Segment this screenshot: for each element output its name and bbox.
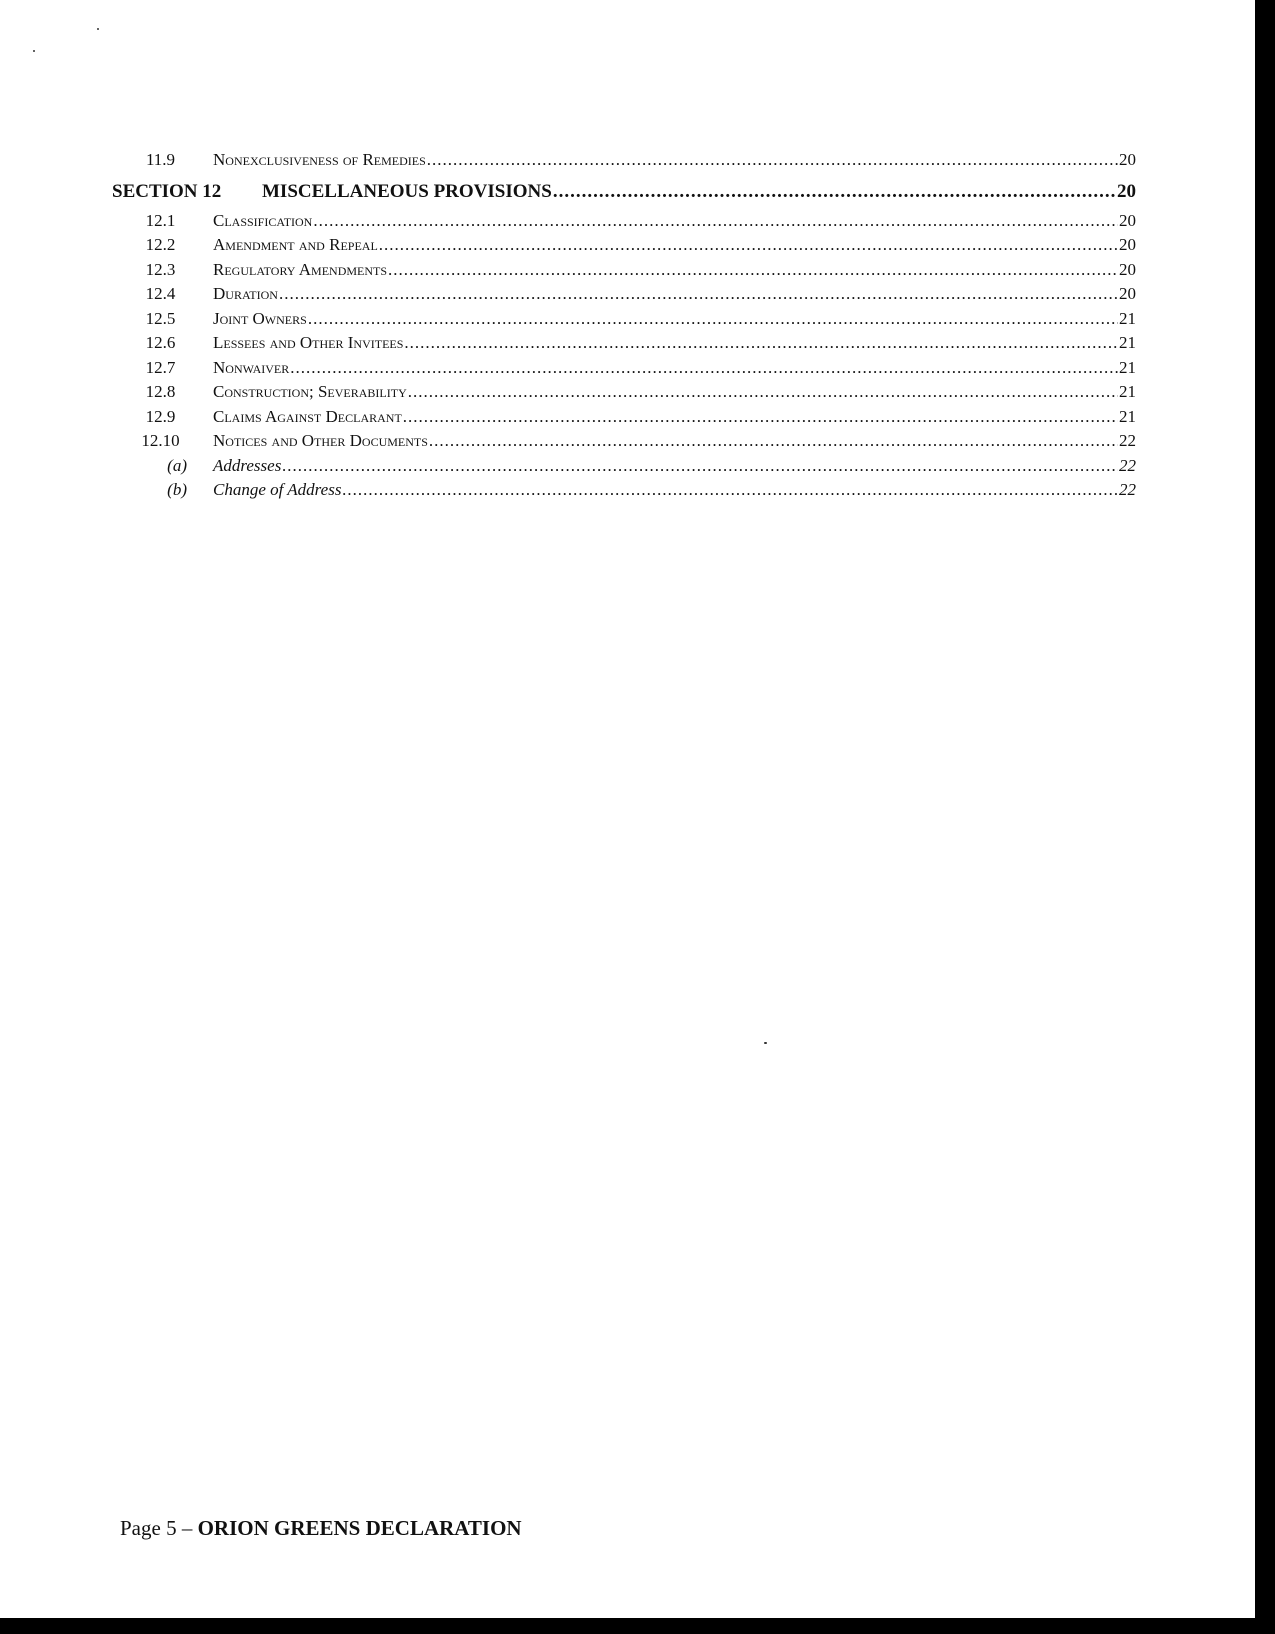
toc-entry-page: 20: [1119, 210, 1136, 230]
footer-page-label: Page 5 –: [120, 1516, 198, 1540]
toc-subentry-page: 22: [1119, 455, 1136, 475]
toc-entry[interactable]: [112, 211, 1136, 236]
dot-leader: [427, 150, 1118, 170]
dot-leader: [379, 235, 1118, 255]
dot-leader: [279, 284, 1118, 304]
toc-entry-number: 12.9: [145, 406, 176, 426]
toc-entry-title: Duration: [213, 284, 278, 303]
toc-entry-11-9[interactable]: [112, 150, 1136, 175]
toc-entry-page: 20: [1119, 259, 1136, 279]
toc-entry-title: Amendment and Repeal: [213, 235, 378, 254]
dot-leader: [290, 358, 1118, 378]
toc-entry-title: Regulatory Amendments: [213, 259, 388, 279]
section-page: 20: [1117, 180, 1136, 202]
toc-entry-number: 12.5: [145, 308, 176, 328]
toc-subentry-list: [112, 456, 1136, 505]
dot-leader: [388, 260, 1118, 280]
toc-entry[interactable]: [112, 260, 1136, 285]
toc-section-12[interactable]: [112, 175, 1136, 211]
toc-subentry[interactable]: [112, 480, 1136, 505]
toc-entry-page: 21: [1119, 406, 1136, 426]
toc-entry-number: 12.7: [145, 357, 176, 377]
toc-entry-page: 22: [1119, 431, 1136, 450]
toc-entry-page: 21: [1119, 382, 1136, 401]
dot-leader: [408, 382, 1118, 402]
scan-speck: [33, 50, 35, 52]
section-title: MISCELLANEOUS PROVISIONS: [262, 180, 552, 202]
toc-entry-page: 21: [1119, 333, 1136, 352]
page-footer: [120, 1516, 522, 1541]
toc-entry-number: 12.3: [145, 259, 176, 279]
toc-entry-number: 12.8: [145, 382, 176, 401]
toc-entry-title: Lessees and Other Invitees: [213, 333, 404, 352]
toc-entry[interactable]: [112, 431, 1136, 456]
toc-entry-number: 12.2: [145, 235, 176, 254]
toc-entry[interactable]: [112, 382, 1136, 407]
toc-entry-title: Classification: [213, 210, 313, 230]
toc-entry[interactable]: [112, 309, 1136, 334]
toc-entry-page: 21: [1119, 308, 1136, 328]
toc-subentry-title: Addresses: [213, 455, 282, 475]
toc-entry[interactable]: [112, 358, 1136, 383]
toc-entry-number: 11.9: [145, 150, 176, 169]
toc-entry[interactable]: [112, 407, 1136, 432]
toc-entry-page: 21: [1119, 357, 1136, 377]
dot-leader: [308, 309, 1118, 329]
scan-speck: [764, 1042, 767, 1044]
toc-entry[interactable]: [112, 235, 1136, 260]
toc-entry-number: 12.6: [145, 333, 176, 352]
toc-entry-title: Claims Against Declarant: [213, 406, 402, 426]
dot-leader: [342, 480, 1118, 500]
toc-entry-number: 12.4: [145, 284, 176, 303]
section-number: SECTION 12: [112, 180, 222, 202]
toc-entry-number: 12.10: [141, 431, 180, 450]
dot-leader: [313, 211, 1118, 231]
toc-entry-title: Construction; Severability: [213, 382, 407, 401]
toc-entry-number: 12.1: [145, 210, 176, 230]
toc-entry-title: Nonexclusiveness of Remedies: [213, 150, 426, 169]
footer-document-name: ORION GREENS DECLARATION: [197, 1516, 522, 1540]
toc-entry-page: 20: [1119, 235, 1136, 254]
dot-leader: [429, 431, 1118, 451]
toc-subentry-number: (b): [167, 480, 187, 499]
table-of-contents: [112, 150, 1136, 505]
toc-subentry-number: (a): [167, 455, 187, 475]
scan-speck: [97, 28, 99, 30]
toc-entry-list: [112, 211, 1136, 456]
toc-entry-title: Nonwaiver: [213, 357, 290, 377]
toc-subentry[interactable]: [112, 456, 1136, 481]
toc-entry-page: 20: [1119, 284, 1136, 303]
toc-subentry-page: 22: [1119, 480, 1136, 499]
dot-leader: [553, 181, 1116, 203]
toc-entry-title: Joint Owners: [213, 308, 307, 328]
dot-leader: [403, 407, 1118, 427]
dot-leader: [282, 456, 1118, 476]
toc-entry[interactable]: [112, 284, 1136, 309]
toc-entry-title: Notices and Other Documents: [213, 431, 428, 450]
toc-entry-page: 20: [1119, 150, 1136, 169]
dot-leader: [404, 333, 1118, 353]
toc-entry[interactable]: [112, 333, 1136, 358]
toc-subentry-title: Change of Address: [213, 480, 342, 499]
